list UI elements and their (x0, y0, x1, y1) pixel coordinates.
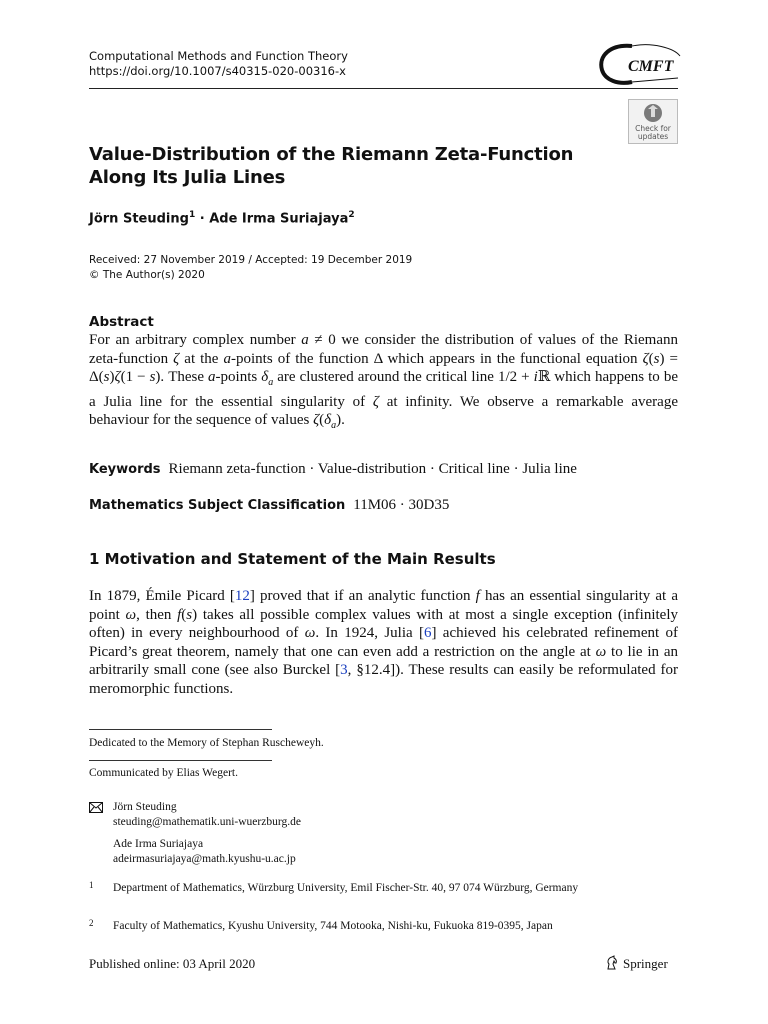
abstract-text: For an arbitrary complex number a ≠ 0 we consider the distribution of values of the Riemann zeta-function ζ at the a-points of the function Δ which appears in the functional equation ζ(s) = Δ(s)ζ(1 − s). These a-points $\delta_a$ are clustered around the critical line 1/2 + iℝ which happens to be a Julia line for the essential singularity of ζ at infinity. We observe a remarkable average behaviour for the sequence of values $\zeta(\delta_a)$. (89, 332, 679, 431)
contact-name: Ade Irma Suriajaya (113, 838, 204, 850)
msc-label: Mathematics Subject Classification (89, 498, 346, 513)
communicated-note: Communicated by Elias Wegert. (89, 767, 238, 779)
publisher-mark (605, 955, 668, 972)
affiliation-text: Department of Mathematics, Würzburg University, Emil Fischer-Str. 40, 97 074 Würzburg, Germany (113, 882, 579, 894)
keywords-line (89, 461, 678, 478)
journal-header (89, 49, 348, 79)
abstract-heading: Abstract (89, 314, 154, 330)
msc-line (89, 497, 678, 514)
doi-link[interactable]: https://doi.org/10.1007/s40315-020-00316-x (89, 64, 346, 78)
updates-line1: Check for (635, 124, 671, 133)
check-for-updates-badge[interactable] (628, 99, 678, 144)
citation-link[interactable]: 3 (340, 662, 348, 679)
author-list (89, 210, 355, 226)
author-name[interactable]: Jörn Steuding (89, 211, 189, 227)
contact-email[interactable]: adeirmasuriajaya@math.kyushu-u.ac.jp (113, 853, 296, 865)
header-divider (89, 88, 678, 89)
journal-name: Computational Methods and Function Theory (89, 49, 348, 63)
citation-link[interactable]: 12 (234, 588, 250, 604)
author-separator: · (195, 211, 210, 227)
affiliation-number: 2 (89, 918, 94, 928)
cmft-logo-text: CMFT (628, 58, 674, 75)
affiliation-number: 1 (89, 880, 94, 890)
affiliation-text: Faculty of Mathematics, Kyushu University, 744 Motooka, Nishi-ku, Fukuoka 819-0395, Japan (113, 920, 553, 932)
contact-name: Jörn Steuding (113, 801, 177, 813)
section-heading: 1 Motivation and Statement of the Main Results (89, 550, 496, 568)
envelope-icon (89, 802, 103, 813)
msc-codes: 11M06 · 30D35 (353, 497, 450, 513)
published-date: Published online: 03 April 2020 (89, 956, 256, 971)
received-accepted: Received: 27 November 2019 / Accepted: 19 December 2019 (89, 254, 413, 266)
cmft-logo (592, 40, 684, 86)
dedication-note: Dedicated to the Memory of Stephan Ruscheweyh. (89, 737, 324, 749)
footnote-rule (89, 729, 272, 730)
footnote-rule (89, 760, 272, 761)
section-body: In 1879, Émile Picard [12] proved that if an analytic function f has an essential singularity at a point ω, then f(s) takes all possible complex values with at most a single exception (infinitely often) in every neighbourhood of ω. In 1924, Julia [6] achieved his celebrated refinement of Picard’s great theorem, namely that one can even add a restriction on the angle at ω to lie in an arbitrarily small cone (see also Burckel [3, §12.4]). These results can easily be reformulated for meromorphic functions. (89, 588, 678, 697)
updates-line2: updates (637, 132, 669, 141)
keywords-text: Riemann zeta-function · Value-distribution · Critical line · Julia line (168, 461, 577, 477)
springer-horse-icon (605, 955, 619, 970)
article-dates (89, 253, 412, 283)
author-name[interactable]: Ade Irma Suriajaya (209, 211, 349, 227)
affiliation-marker: 1 (188, 210, 196, 220)
citation-link[interactable]: 6 (423, 625, 432, 642)
copyright: © The Author(s) 2020 (89, 269, 205, 281)
keywords-label: Keywords (89, 462, 161, 477)
affiliation-marker: 2 (348, 210, 355, 220)
article-title: Value-Distribution of the Riemann Zeta-Function Along Its Julia Lines (89, 144, 574, 188)
contact-email[interactable]: steuding@mathematik.uni-wuerzburg.de (113, 816, 301, 828)
publisher-name: Springer (623, 956, 668, 971)
